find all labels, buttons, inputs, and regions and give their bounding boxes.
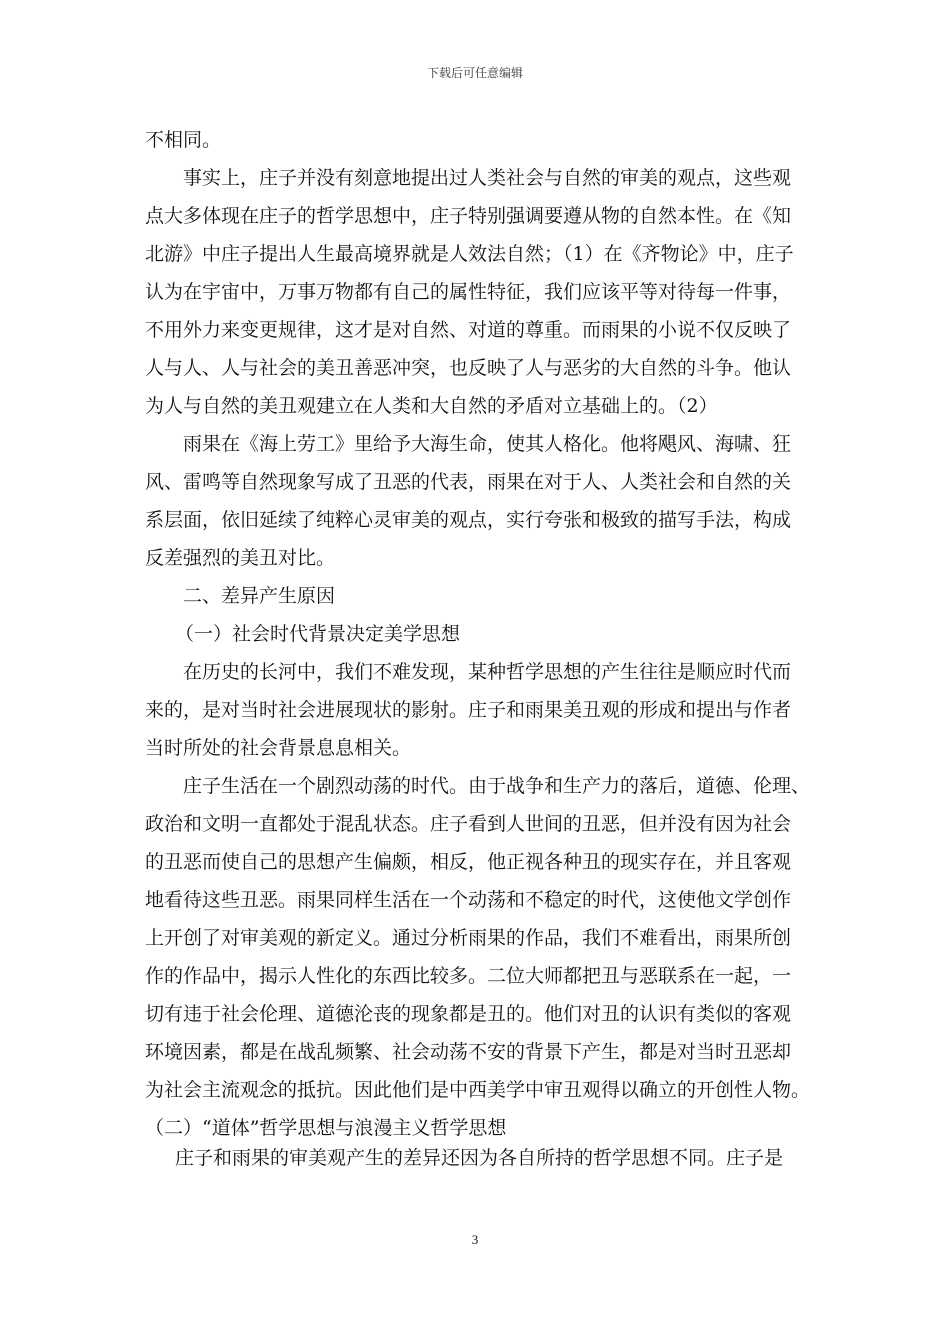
body-line: 不相同。 <box>145 129 222 151</box>
body-line: 不用外力来变更规律，这才是对自然、对道的尊重。而雨果的小说不仅反映了 <box>145 319 792 341</box>
body-line: 政治和文明一直都处于混乱状态。庄子看到人世间的丑恶，但并没有因为社会 <box>145 813 792 835</box>
body-line: （二）“道体”哲学思想与浪漫主义哲学思想 <box>145 1117 507 1139</box>
body-line: 在历史的长河中，我们不难发现，某种哲学思想的产生往往是顺应时代而 <box>183 661 792 683</box>
body-line: 的丑恶而使自己的思想产生偏颇，相反，他正视各种丑的现实存在，并且客观 <box>145 851 792 873</box>
section-heading: 二、差异产生原因 <box>183 585 336 607</box>
body-line: 为社会主流观念的抵抗。因此他们是中西美学中审丑观得以确立的开创性人物。 <box>145 1079 811 1101</box>
body-line: 来的，是对当时社会进展现状的影射。庄子和雨果美丑观的形成和提出与作者 <box>145 699 792 721</box>
body-line: 北游》中庄子提出人生最高境界就是人效法自然；（1）在《齐物论》中，庄子 <box>145 243 794 265</box>
body-line: 人与人、人与社会的美丑善恶冲突，也反映了人与恶劣的大自然的斗争。他认 <box>145 357 792 379</box>
body-line: 认为在宇宙中，万事万物都有自己的属性特征，我们应该平等对待每一件事， <box>145 281 792 303</box>
body-line: 作的作品中，揭示人性化的东西比较多。二位大师都把丑与恶联系在一起，一 <box>145 965 792 987</box>
page-number: 3 <box>471 1232 479 1247</box>
body-line: 庄子生活在一个剧烈动荡的时代。由于战争和生产力的落后，道德、伦理、 <box>183 775 811 797</box>
body-line: 当时所处的社会背景息息相关。 <box>145 737 412 759</box>
body-line: 系层面，依旧延续了纯粹心灵审美的观点，实行夸张和极致的描写手法，构成 <box>145 509 792 531</box>
body-line: 风、雷鸣等自然现象写成了丑恶的代表，雨果在对于人、人类社会和自然的关 <box>145 471 792 493</box>
body-line: 为人与自然的美丑观建立在人类和大自然的矛盾对立基础上的。（2） <box>145 395 718 417</box>
subsection-heading: 庄子和雨果的审美观产生的差异还因为各自所持的哲学思想不同。庄子是 <box>175 1147 784 1169</box>
body-line: 事实上，庄子并没有刻意地提出过人类社会与自然的审美的观点，这些观 <box>183 167 792 189</box>
body-line: 环境因素，都是在战乱频繁、社会动荡不安的背景下产生，都是对当时丑恶却 <box>145 1041 792 1063</box>
body-line: 反差强烈的美丑对比。 <box>145 547 336 569</box>
body-line: 地看待这些丑恶。雨果同样生活在一个动荡和不稳定的时代，这使他文学创作 <box>145 889 792 911</box>
body-line: 点大多体现在庄子的哲学思想中，庄子特别强调要遵从物的自然本性。在《知 <box>145 205 792 227</box>
body-line: 上开创了对审美观的新定义。通过分析雨果的作品，我们不难看出，雨果所创 <box>145 927 792 949</box>
body-line: 切有违于社会伦理、道德沦丧的现象都是丑的。他们对丑的认识有类似的客观 <box>145 1003 792 1025</box>
body-line: 雨果在《海上劳工》里给予大海生命，使其人格化。他将飓风、海啸、狂 <box>183 433 792 455</box>
subsection-heading: （一）社会时代背景决定美学思想 <box>175 623 461 645</box>
page-header: 下载后可任意编辑 <box>426 66 523 80</box>
